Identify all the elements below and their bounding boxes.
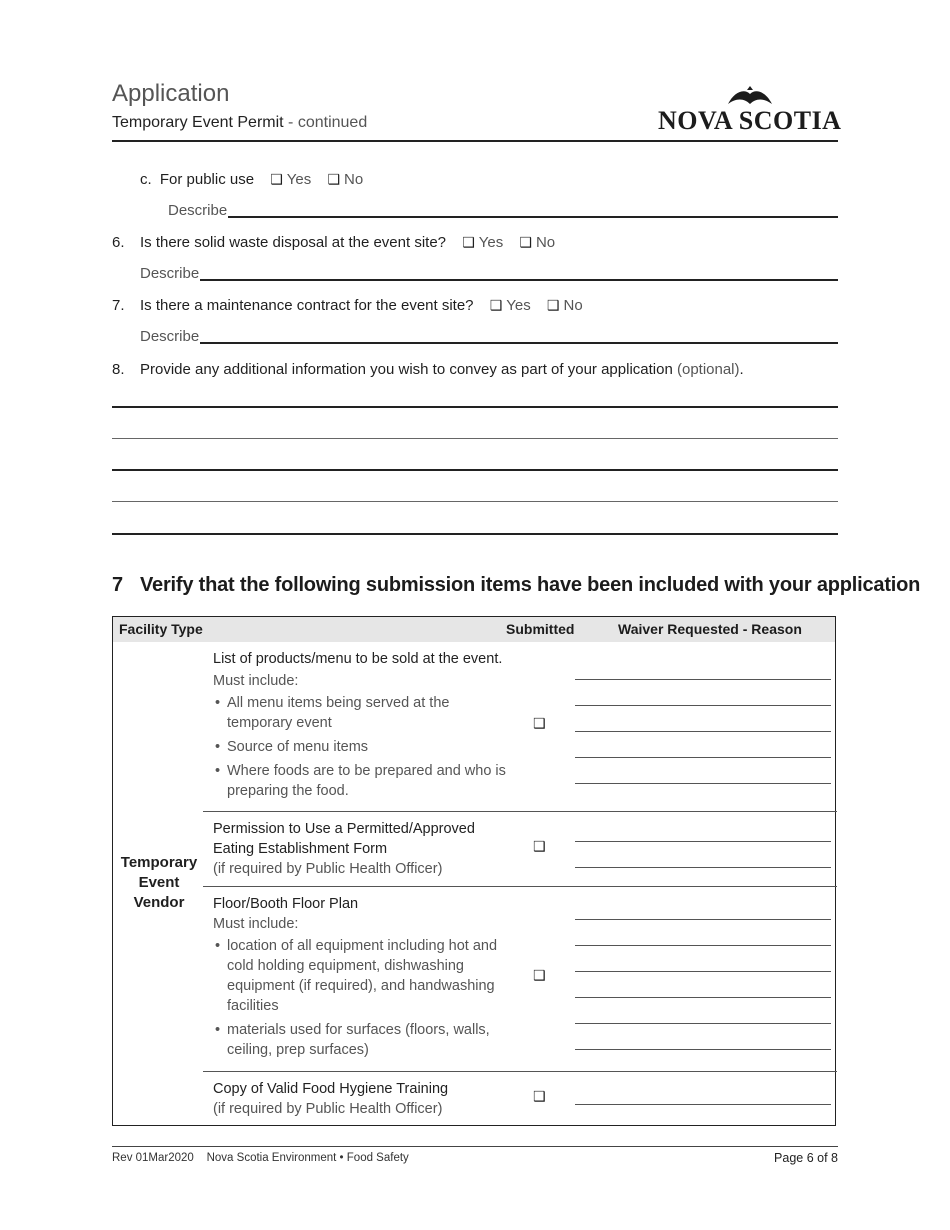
section-number: 7 [112,574,123,596]
header-submitted: Submitted [506,621,575,637]
form-subtitle [112,114,367,132]
yes-label: Yes [506,297,531,314]
question-7 [112,297,838,317]
submitted-checkbox[interactable]: ❑ [533,1088,546,1104]
describe-label: Describe [168,202,228,219]
describe-label: Describe [140,265,200,282]
additional-info-line[interactable] [112,501,838,502]
question-6-text: Is there solid waste disposal at the event site? [140,234,447,251]
waiver-reason-line[interactable] [575,945,831,946]
subtitle-suffix: - continued [283,114,368,131]
item-title: Copy of Valid Food Hygiene Training [213,1081,449,1097]
footer-revision: Rev 01Mar2020 Nova Scotia Environment • Food Safety [112,1152,409,1164]
item-bullet: • All menu items being served at the temporary event [213,693,513,733]
question-8-number: 8. [112,361,125,378]
item-bullet: • location of all equipment including hot and cold holding equipment, dishwashing equipment (if required), and handwashing facilities [213,936,503,1016]
item-title: Permission to Use a Permitted/Approved Eating Establishment Form [213,821,475,857]
additional-info-line[interactable] [112,406,838,408]
facility-type-line: Event [138,874,180,891]
waiver-reason-line[interactable] [575,919,831,920]
waiver-reason-line[interactable] [575,841,831,842]
row-divider [203,1071,837,1072]
question-7-number: 7. [112,297,125,314]
page-number: Page 6 of 8 [774,1151,838,1165]
question-c-number: c. [140,171,152,188]
yes-checkbox[interactable]: ❑ [462,234,475,250]
submission-items-table [112,616,836,1126]
question-8 [112,361,838,381]
submitted-checkbox[interactable]: ❑ [533,967,546,983]
subtitle-main: Temporary Event Permit [112,114,284,131]
item-bullets [213,693,513,801]
form-title: Application [112,80,230,107]
table-row [213,894,503,1064]
header-waiver: Waiver Requested - Reason [618,621,802,637]
no-checkbox[interactable]: ❑ [546,297,560,313]
item-bullet: • Where foods are to be prepared and who is preparing the food. [213,761,513,801]
waiver-reason-line[interactable] [575,1104,831,1105]
facility-type-line: Vendor [133,894,185,911]
submitted-checkbox[interactable]: ❑ [533,838,546,854]
additional-info-line[interactable] [112,438,838,439]
waiver-reason-line[interactable] [575,783,831,784]
no-label: No [535,234,556,251]
no-checkbox[interactable]: ❑ [327,171,341,187]
question-8-period: . [739,361,744,378]
describe-input-line[interactable] [200,342,838,344]
item-bullets [213,936,503,1060]
header-facility-type: Facility Type [119,621,203,637]
waiver-reason-line[interactable] [575,1049,831,1050]
waiver-reason-line[interactable] [575,679,831,680]
question-6 [112,234,838,254]
waiver-reason-line[interactable] [575,971,831,972]
waiver-reason-line[interactable] [575,997,831,998]
waiver-reason-line[interactable] [575,867,831,868]
no-checkbox[interactable]: ❑ [519,234,532,250]
item-note: Must include: [213,916,299,932]
section-title: Verify that the following submission items have been included with your application [140,574,921,596]
table-row [213,819,503,879]
describe-input-line[interactable] [228,216,838,218]
table-row [213,1079,513,1119]
describe-input-line[interactable] [200,279,838,281]
question-7-text: Is there a maintenance contract for the event site? [140,297,474,314]
question-8-text: Provide any additional information you wish to convey as part of your application [140,361,673,378]
waiver-reason-line[interactable] [575,757,831,758]
optional-label: (optional) [672,361,740,378]
table-header [113,617,835,642]
header-rule [112,140,838,142]
no-label: No [563,297,583,314]
item-note: Must include: [213,673,299,689]
item-bullet: • materials used for surfaces (floors, walls, ceiling, prep surfaces) [213,1020,503,1060]
item-title: List of products/menu to be sold at the event. [213,651,503,667]
additional-info-line[interactable] [112,533,838,535]
question-c-text: For public use [159,171,255,188]
submitted-checkbox[interactable]: ❑ [533,715,546,731]
row-divider [203,886,837,887]
yes-checkbox[interactable]: ❑ [489,297,503,313]
table-row [213,649,513,805]
question-c [140,171,363,188]
describe-label: Describe [140,328,200,345]
nova-scotia-logo [658,84,842,136]
logo-wordmark: NOVA SCOTIA [658,106,842,135]
footer-rule [112,1146,838,1147]
item-bullet: • Source of menu items [213,737,513,757]
question-6-number: 6. [112,234,125,251]
yes-label: Yes [286,171,312,188]
facility-type-cell [113,853,205,913]
section-heading [112,574,920,597]
item-note: (if required by Public Health Officer) [213,1101,443,1117]
additional-info-line[interactable] [112,469,838,471]
waiver-reason-line[interactable] [575,705,831,706]
yes-label: Yes [478,234,504,251]
item-note: (if required by Public Health Officer) [213,861,443,877]
no-label: No [344,171,364,188]
yes-checkbox[interactable]: ❑ [270,171,283,187]
item-title: Floor/Booth Floor Plan [213,896,359,912]
waiver-reason-line[interactable] [575,1023,831,1024]
waiver-reason-line[interactable] [575,731,831,732]
row-divider [203,811,837,812]
facility-type-line: Temporary [120,854,198,871]
